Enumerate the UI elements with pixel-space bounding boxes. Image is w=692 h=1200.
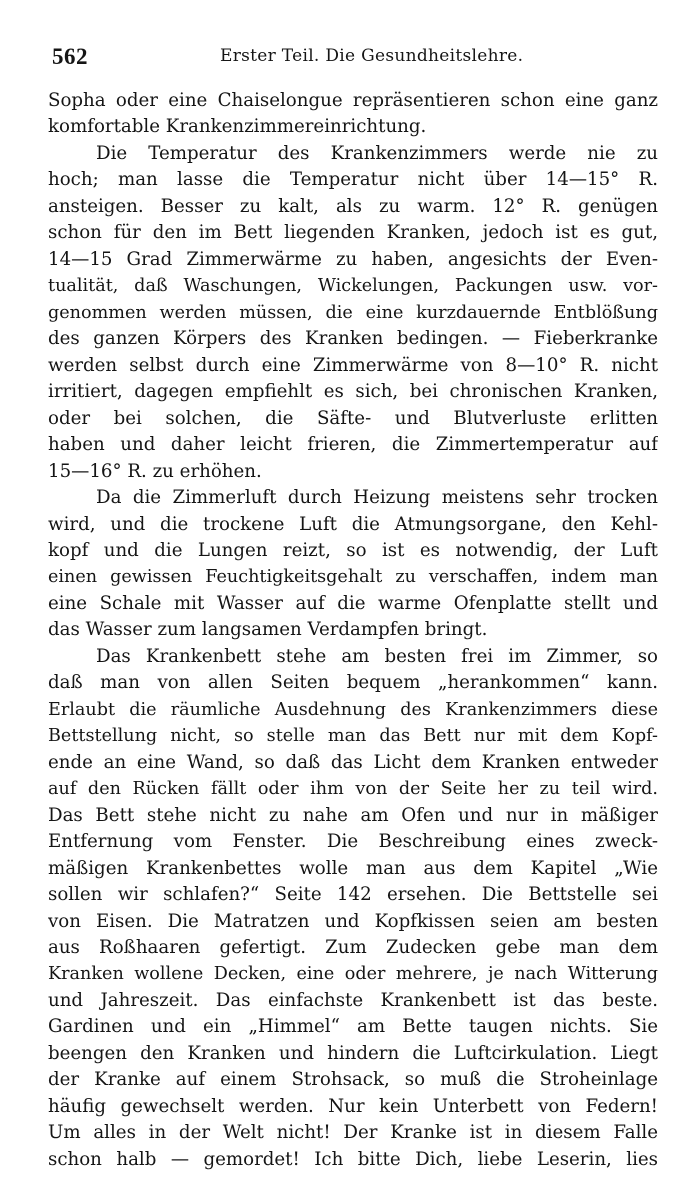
text-line: Gardinen und ein „Himmel“ am Bette taugen nichts. Sie xyxy=(48,1016,658,1038)
paragraph-first-line: Die Temperatur des Krankenzimmers werde nie zu xyxy=(96,142,658,164)
text-line: haben und daher leicht frieren, die Zimmertemperatur auf xyxy=(48,434,658,456)
paragraph-first-line: Das Krankenbett stehe am besten frei im Zimmer, so xyxy=(96,645,658,667)
text-line: schon halb — gemordet! Ich bitte Dich, liebe Leserin, lies xyxy=(48,1148,658,1170)
text-line: oder bei solchen, die Säfte- und Blutverluste erlitten xyxy=(48,407,658,429)
text-line: daß man von allen Seiten bequem „herankommen“ kann. xyxy=(48,672,658,694)
text-line: wird, und die trockene Luft die Atmungsorgane, den Kehl- xyxy=(48,513,658,535)
text-line: auf den Rücken fällt oder ihm von der Seite her zu teil wird. xyxy=(48,779,658,800)
text-line: eine Schale mit Wasser auf die warme Ofenplatte stellt und xyxy=(48,592,658,614)
text-line: ansteigen. Besser zu kalt, als zu warm. 12° R. genügen xyxy=(48,195,658,217)
text-line: Kranken wollene Decken, eine oder mehrere, je nach Witterung xyxy=(48,964,658,985)
text-line: von Eisen. Die Matratzen und Kopfkissen seien am besten xyxy=(48,910,658,932)
text-line: genommen werden müssen, die eine kurzdauernde Entblößung xyxy=(48,302,658,323)
running-title: Erster Teil. Die Gesundheitslehre. xyxy=(220,46,524,66)
text-line: des ganzen Körpers des Kranken bedingen. — Fieberkranke xyxy=(48,328,658,350)
text-line: hoch; man lasse die Temperatur nicht über 14—15° R. xyxy=(48,169,658,191)
text-line: der Kranke auf einem Strohsack, so muß die Stroheinlage xyxy=(48,1069,658,1091)
text-line: das Wasser zum langsamen Verdampfen bringt. xyxy=(48,619,488,641)
text-line: sollen wir schlafen?“ Seite 142 ersehen. Die Bettstelle sei xyxy=(48,884,658,906)
text-line: Bettstellung nicht, so stelle man das Bett nur mit dem Kopf- xyxy=(48,726,658,747)
text-line: irritiert, dagegen empfiehlt es sich, bei chronischen Kranken, xyxy=(48,381,658,403)
text-line: einen gewissen Feuchtigkeitsgehalt zu verschaffen, indem man xyxy=(48,567,658,588)
page-number: 562 xyxy=(52,44,88,69)
text-line: Um alles in der Welt nicht! Der Kranke ist in diesem Falle xyxy=(48,1122,658,1144)
text-line: 15—16° R. zu erhöhen. xyxy=(48,460,262,482)
paragraph-first-line: Da die Zimmerluft durch Heizung meistens sehr trocken xyxy=(96,487,658,509)
text-line: Sopha oder eine Chaiselongue repräsentieren schon eine ganz xyxy=(48,90,658,111)
body-text xyxy=(48,88,658,1173)
text-line: mäßigen Krankenbettes wolle man aus dem Kapitel „Wie xyxy=(48,857,658,879)
running-head xyxy=(52,44,658,74)
text-line: schon für den im Bett liegenden Kranken, jedoch ist es gut, xyxy=(48,222,658,244)
text-line: ende an eine Wand, so daß das Licht dem Kranken entweder xyxy=(48,751,658,773)
text-line: und Jahreszeit. Das einfachste Krankenbett ist das beste. xyxy=(48,989,658,1011)
text-line: komfortable Krankenzimmereinrichtung. xyxy=(48,116,427,138)
text-line: Erlaubt die räumliche Ausdehnung des Krankenzimmers diese xyxy=(48,699,658,720)
text-line: häufig gewechselt werden. Nur kein Unterbett von Federn! xyxy=(48,1095,658,1117)
text-line: 14—15 Grad Zimmerwärme zu haben, angesichts der Even- xyxy=(48,248,658,270)
text-line: Das Bett stehe nicht zu nahe am Ofen und nur in mäßiger xyxy=(48,804,658,826)
text-line: aus Roßhaaren gefertigt. Zum Zudecken gebe man dem xyxy=(48,937,658,958)
text-line: tualität, daß Waschungen, Wickelungen, Packungen usw. vor- xyxy=(48,276,658,297)
text-line: beengen den Kranken und hindern die Luftcirkulation. Liegt xyxy=(48,1042,658,1064)
text-line: Entfernung vom Fenster. Die Beschreibung eines zweck- xyxy=(48,831,658,853)
text-line: werden selbst durch eine Zimmerwärme von 8—10° R. nicht xyxy=(48,354,658,376)
text-line: kopf und die Lungen reizt, so ist es notwendig, der Luft xyxy=(48,539,658,561)
